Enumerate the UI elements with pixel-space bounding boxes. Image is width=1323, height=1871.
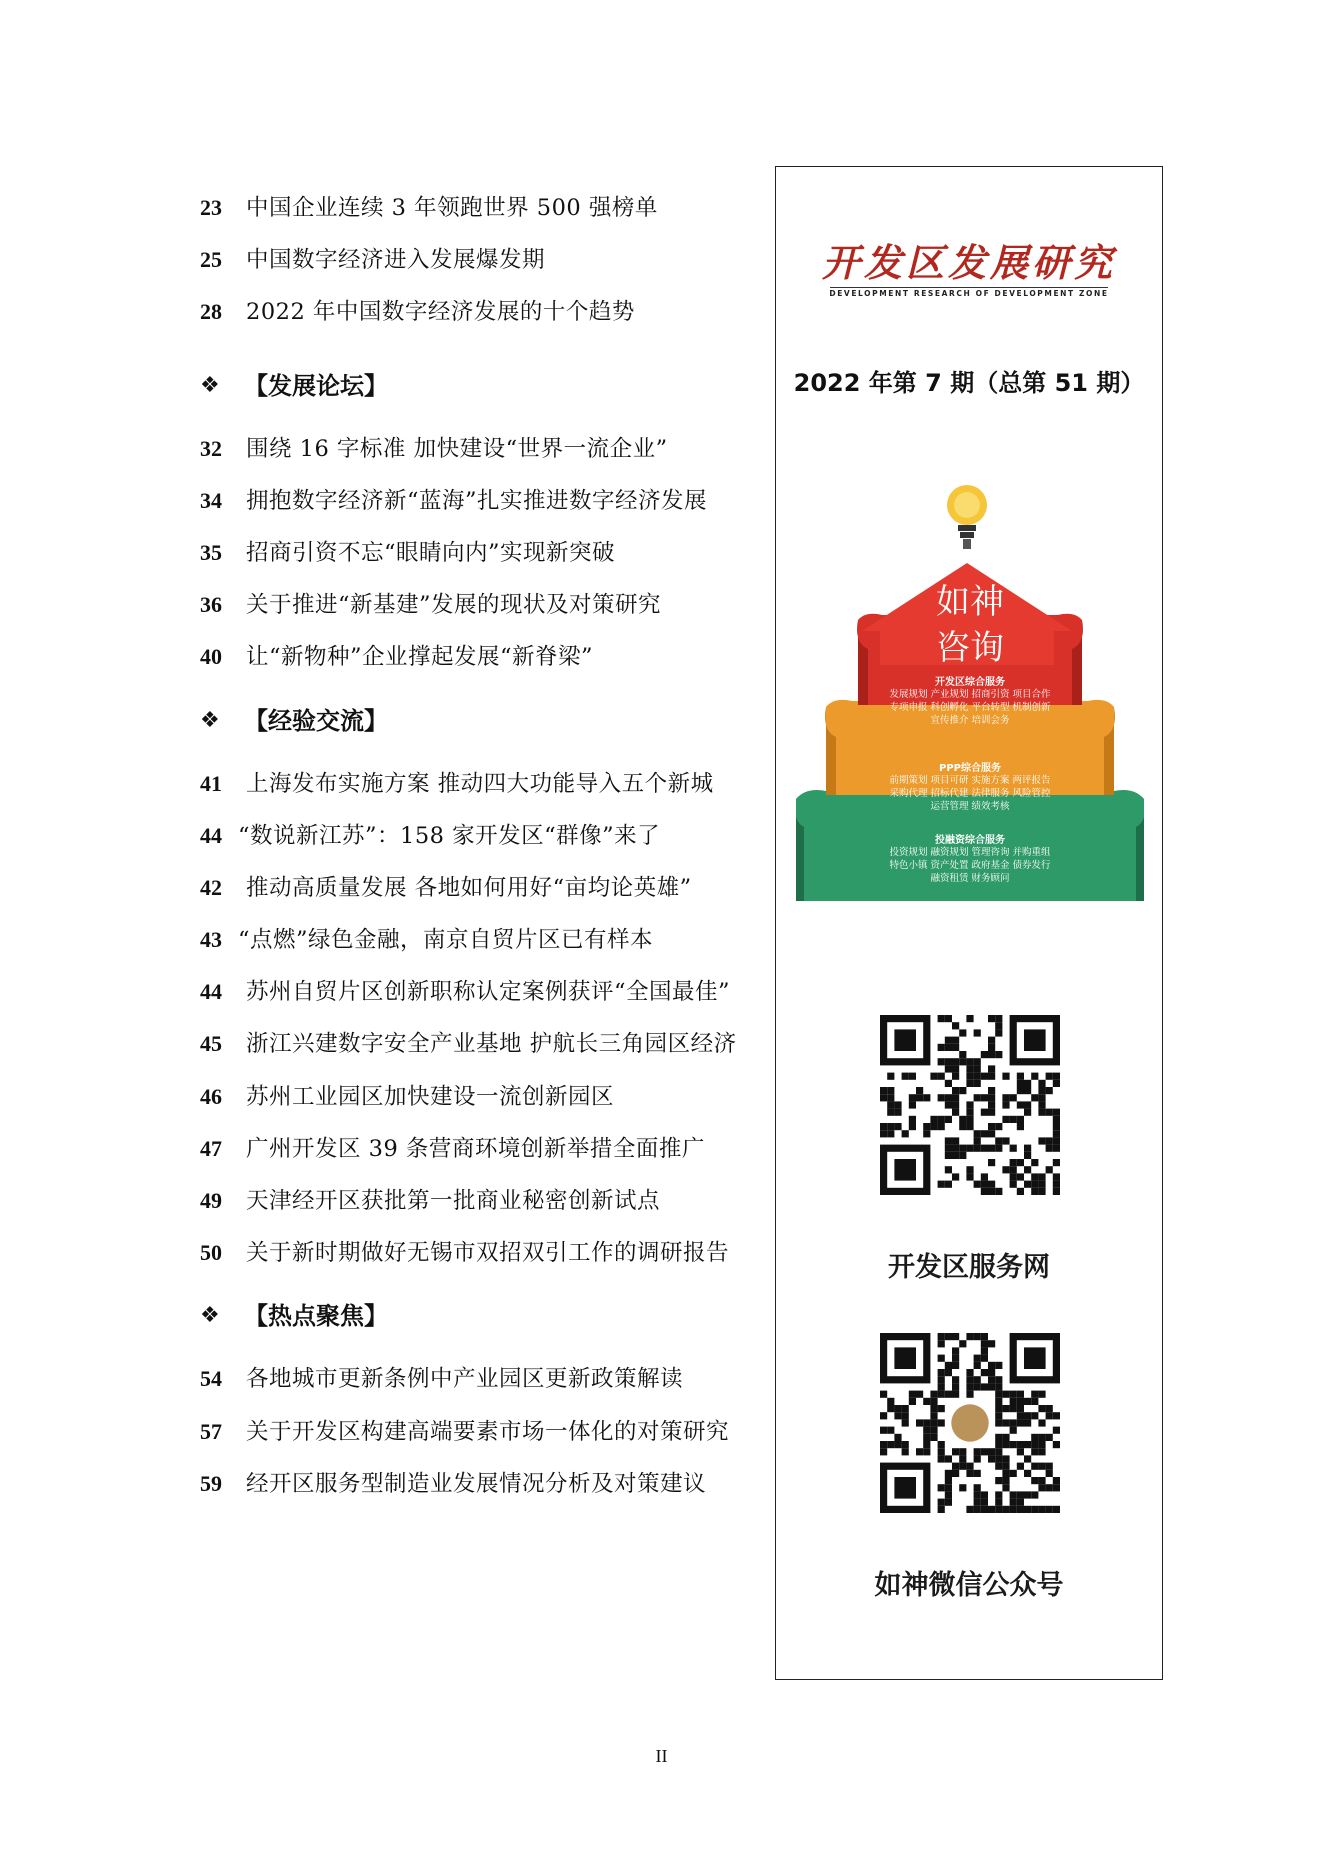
logo-divider: [830, 287, 1108, 288]
toc-entry: [200, 1175, 760, 1227]
toc-entry: [200, 1123, 760, 1175]
advert-title: [796, 579, 1144, 671]
toc-page-number: 49: [200, 1188, 222, 1213]
toc-entry-title: 苏州自贸片区创新职称认定案例获评“全国最佳”: [246, 979, 731, 1006]
section-title: 【热点聚焦】: [244, 1301, 388, 1331]
diamond-bullet-icon: ❖: [200, 1303, 220, 1329]
toc-entry-title: 围绕 16 字标准 加快建设“世界一流企业”: [246, 435, 668, 462]
tier-line: 运营管理 绩效考核: [930, 801, 1010, 812]
toc-page-number: 43: [200, 927, 222, 953]
toc-entry-title: 上海发布实施方案 推动四大功能导入五个新城: [246, 770, 714, 797]
toc-entry: [200, 579, 760, 631]
toc-page-number: 23: [200, 195, 222, 220]
toc-entry: [200, 966, 760, 1018]
toc-entry-title: 推动高质量发展 各地如何用好“亩均论英雄”: [246, 874, 692, 901]
toc-entry-title: 广州开发区 39 条营商环境创新举措全面推广: [246, 1135, 705, 1162]
qr-code-wechat: [880, 1333, 1060, 1513]
toc-entry: [200, 1406, 760, 1458]
section-heading: [200, 684, 760, 758]
advert-panel: [775, 166, 1163, 1680]
toc-entry: [200, 475, 760, 527]
section-title: 【经验交流】: [244, 705, 388, 735]
toc-entry: [200, 631, 760, 683]
toc-entry: [200, 286, 760, 338]
toc-group: [200, 182, 760, 339]
toc-page-number: 45: [200, 1031, 222, 1057]
logo-subtitle: DEVELOPMENT RESEARCH OF DEVELOPMENT ZONE: [829, 289, 1109, 298]
toc-page-number: 32: [200, 435, 222, 461]
toc-group: [200, 1353, 760, 1510]
toc-page-number: 50: [200, 1240, 222, 1266]
toc-entry: [200, 1018, 760, 1070]
tier2-text: [796, 759, 1144, 813]
toc-page-number: 40: [200, 644, 222, 670]
toc-entry: [200, 234, 760, 286]
toc-entry-title: 让“新物种”企业撑起发展“新脊梁”: [246, 644, 594, 671]
diamond-bullet-icon: ❖: [200, 372, 220, 398]
toc-entry-title: 天津经开区获批第一批商业秘密创新试点: [246, 1188, 661, 1214]
toc-page-number: 34: [200, 487, 222, 513]
toc-entry-title: 浙江兴建数字安全产业基地 护航长三角园区经济: [246, 1031, 737, 1058]
tier-line: 特色小镇 资产处置 政府基金 债券发行: [889, 860, 1051, 871]
toc-entry-title: “点燃”绿色金融，南京自贸片区已有样本: [238, 927, 654, 954]
tier-line: 发展规划 产业规划 招商引资 项目合作: [889, 689, 1051, 700]
toc-page-number: 47: [200, 1135, 222, 1161]
toc-group: [200, 423, 760, 684]
qr-label: 如神微信公众号: [874, 1570, 1064, 1601]
toc-entry: [200, 182, 760, 234]
toc-entry-title: “数说新江苏”：158 家开发区“群像”来了: [238, 822, 661, 849]
page-number: II: [655, 1746, 668, 1766]
toc-entry-title: 苏州工业园区加快建设一流创新园区: [246, 1083, 615, 1110]
journal-logo: [776, 241, 1162, 298]
toc-entry-title: 招商引资不忘“眼睛向内”实现新突破: [246, 539, 616, 566]
section-heading: [200, 349, 760, 423]
tier3-text: [796, 831, 1144, 885]
tier-line: 采购代理 招标代建 法律服务 风险管控: [889, 788, 1051, 799]
toc-page-number: 59: [200, 1470, 222, 1496]
toc-page-number: 25: [200, 247, 222, 273]
toc-entry: [200, 1353, 760, 1405]
tier-heading: PPP综合服务: [939, 763, 1001, 774]
tier-line: 投资规划 融资规划 管理咨询 并购重组: [889, 847, 1051, 858]
toc-page-number: 54: [200, 1366, 222, 1392]
toc-page-number: 46: [200, 1083, 222, 1109]
toc-entry-title: 关于新时期做好无锡市双招双引工作的调研报告: [246, 1240, 730, 1267]
tier-line: 专项申报 科创孵化 平台转型 机制创新: [889, 702, 1051, 713]
advert-title-line: 如神: [936, 582, 1004, 622]
toc-page-number: 35: [200, 539, 222, 565]
toc-entry-title: 经开区服务型制造业发展情况分析及对策建议: [246, 1470, 707, 1497]
toc-entry-title: 各地城市更新条例中产业园区更新政策解读: [246, 1366, 684, 1393]
qr-label: 开发区服务网: [888, 1252, 1050, 1283]
issue-number: 2022 年第 7 期（总第 51 期）: [793, 369, 1145, 397]
section-title: 【发展论坛】: [244, 370, 388, 400]
diamond-bullet-icon: ❖: [200, 707, 220, 733]
consulting-advert: [796, 475, 1144, 1095]
lightbulb-icon: [947, 485, 987, 549]
tier-line: 前期策划 项目可研 实施方案 两评报告: [889, 775, 1051, 786]
toc-entry: [200, 1227, 760, 1279]
toc-entry-title: 关于开发区构建高端要素市场一体化的对策研究: [246, 1418, 730, 1445]
toc-page-number: 57: [200, 1418, 222, 1444]
toc-entry: [200, 862, 760, 914]
toc-entry-title: 关于推进“新基建”发展的现状及对策研究: [246, 592, 662, 619]
toc-entry: [200, 1071, 760, 1123]
toc-entry: [200, 423, 760, 475]
toc-entry-title: 中国企业连续 3 年领跑世界 500 强榜单: [246, 195, 658, 221]
toc-page-number: 36: [200, 592, 222, 618]
toc-entry-title: 拥抱数字经济新“蓝海”扎实推进数字经济发展: [246, 487, 708, 514]
toc-entry: [200, 758, 760, 810]
tier1-text: [796, 673, 1144, 727]
toc-entry: [200, 527, 760, 579]
toc-group: [200, 758, 760, 1280]
logo-title: 开发区发展研究: [821, 240, 1116, 285]
section-heading: [200, 1279, 760, 1353]
tier-heading: 投融资综合服务: [935, 835, 1005, 846]
toc-page-number: 44: [200, 979, 222, 1005]
toc-entry-title: 2022 年中国数字经济发展的十个趋势: [246, 299, 635, 326]
qr-code-service-site: [880, 1015, 1060, 1195]
tier-heading: 开发区综合服务: [935, 677, 1005, 688]
toc-page-number: 44: [200, 822, 222, 848]
table-of-contents: [200, 182, 760, 1510]
toc-page-number: 41: [200, 770, 222, 796]
toc-page-number: 28: [200, 299, 222, 325]
tier-line: 宣传推介 培训会务: [930, 715, 1010, 726]
toc-entry-title: 中国数字经济进入发展爆发期: [246, 247, 546, 274]
advert-title-line: 咨询: [936, 628, 1004, 668]
toc-page-number: 42: [200, 874, 222, 900]
tier-line: 融资租赁 财务顾问: [930, 873, 1010, 884]
toc-entry: [200, 914, 760, 966]
toc-entry: [200, 1458, 760, 1510]
toc-entry: [200, 810, 760, 862]
